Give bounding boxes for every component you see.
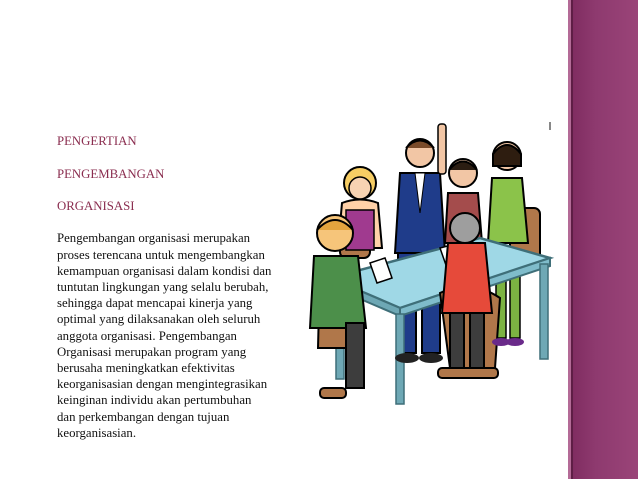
- meeting-illustration-svg: [300, 118, 560, 408]
- slide-heading: [57, 117, 272, 230]
- accent-stripe-dark: [571, 0, 573, 479]
- slide-body-text: Pengembangan organisasi merupakan proses terencana untuk mengembangkan kemampuan organisasi dalam kondisi dan tuntutan lingkungan yang selalu berubah, sehingga dapat mencapai kinerja yang optimal yang dilaksanakan oleh seluruh anggota organisasi. Pengembangan Organisasi merupakan program yang berusaha meningkatkan efektivitas keorganisasian dengan mengintegrasikan keinginan individu akan pertumbuhan dan perkembangan dengan tujuan keorganisasian.: [57, 231, 272, 440]
- heading-line-2: PENGEMBANGAN: [57, 166, 165, 181]
- meeting-illustration-icon: [300, 118, 560, 408]
- heading-line-1: PENGERTIAN: [57, 134, 137, 149]
- right-accent-bar: [568, 0, 638, 479]
- heading-line-3: ORGANISASI: [57, 199, 135, 214]
- slide-text-block: [57, 117, 272, 441]
